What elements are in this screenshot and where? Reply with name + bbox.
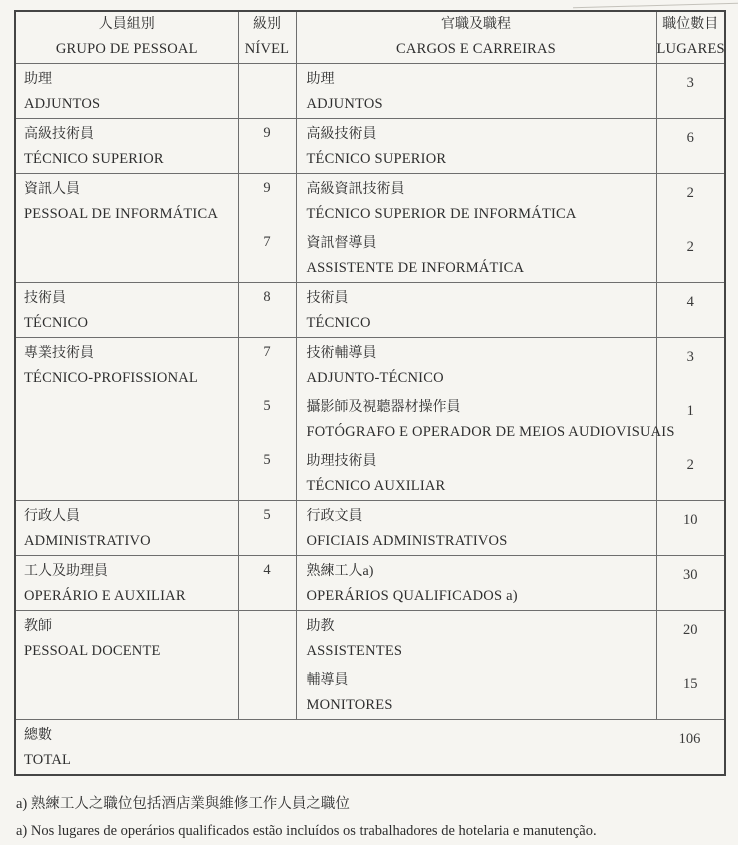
cargo-cell	[296, 610, 656, 665]
group-label-pt: TÉCNICO SUPERIOR	[24, 150, 164, 167]
cargo-label-zh: 熟練工人a)	[306, 563, 374, 579]
group-cell	[15, 118, 238, 173]
table-row	[15, 63, 725, 118]
group-label-pt: ADJUNTOS	[24, 95, 101, 112]
cargo-label-zh: 攝影師及視聽器材操作員	[306, 399, 461, 415]
header-group-zh: 人員組別	[98, 17, 155, 33]
cargo-label-zh: 技術員	[306, 290, 349, 306]
total-row	[15, 719, 725, 775]
level-cell: 4	[238, 555, 296, 610]
cargo-label-pt: TÉCNICO	[306, 314, 371, 331]
table-row	[15, 173, 725, 228]
cargo-label-zh: 高級技術員	[306, 126, 377, 142]
table-row	[15, 500, 725, 555]
footnote-zh: a) 熟練工人之職位包括酒店業與維修工作人員之職位	[16, 795, 350, 812]
footnotes	[14, 791, 724, 845]
level-cell: 5	[238, 500, 296, 555]
group-label-zh: 教師	[24, 618, 52, 634]
scan-edge-artifact	[573, 3, 738, 9]
cargo-label-pt: FOTÓGRAFO E OPERADOR DE MEIOS AUDIOVISUAIS	[306, 423, 675, 440]
header-level-zh: 級別	[253, 17, 281, 33]
header-group	[15, 11, 238, 63]
cargo-label-zh: 助理	[306, 71, 335, 87]
table-row	[15, 610, 725, 665]
group-label-zh: 技術員	[24, 290, 66, 306]
cargo-label-pt: TÉCNICO AUXILIAR	[306, 477, 446, 494]
count-cell: 4	[656, 282, 725, 337]
cargo-cell	[296, 500, 656, 555]
group-cell	[15, 610, 238, 719]
cargo-cell	[296, 392, 675, 446]
level-cell: 5	[238, 392, 296, 446]
header-cargo	[296, 11, 656, 63]
count-cell: 30	[656, 555, 725, 610]
group-label-pt: OPERÁRIO E AUXILIAR	[24, 587, 186, 604]
cargo-cell	[296, 282, 656, 337]
cargo-label-zh: 輔導員	[306, 672, 349, 688]
group-cell	[15, 555, 238, 610]
total-label-zh: 總數	[24, 727, 52, 743]
header-level	[238, 11, 296, 63]
cargo-label-zh: 資訊督導員	[306, 235, 377, 251]
table-row	[15, 282, 725, 337]
header-cargo-zh: 官職及職程	[441, 17, 511, 33]
table-row	[15, 118, 725, 173]
cargo-label-pt: ADJUNTOS	[306, 95, 383, 112]
count-cell: 1	[656, 392, 725, 446]
group-label-pt: TÉCNICO-PROFISSIONAL	[24, 369, 198, 386]
cargo-cell	[296, 337, 656, 392]
level-cell	[238, 610, 296, 665]
count-cell: 15	[656, 665, 725, 720]
group-label-zh: 工人及助理員	[24, 563, 108, 579]
header-level-pt: NÍVEL	[244, 41, 290, 58]
header-count	[656, 11, 725, 63]
cargo-label-pt: OFICIAIS ADMINISTRATIVOS	[306, 532, 508, 549]
group-label-zh: 高級技術員	[24, 126, 94, 142]
level-cell: 8	[238, 282, 296, 337]
header-count-pt: LUGARES	[656, 41, 725, 58]
cargo-cell	[296, 665, 656, 720]
cargo-label-zh: 高級資訊技術員	[306, 181, 405, 197]
cargo-label-pt: OPERÁRIOS QUALIFICADOS a)	[306, 587, 518, 604]
count-cell: 3	[656, 337, 725, 392]
total-label	[24, 724, 71, 772]
count-cell: 20	[656, 610, 725, 665]
cargo-label-pt: TÉCNICO SUPERIOR DE INFORMÁTICA	[306, 205, 577, 222]
table-row	[15, 337, 725, 392]
level-cell: 7	[238, 228, 296, 283]
cargo-label-zh: 行政文員	[306, 508, 363, 524]
header-group-pt: GRUPO DE PESSOAL	[55, 41, 198, 58]
cargo-label-zh: 助理技術員	[306, 453, 377, 469]
cargo-cell	[296, 173, 656, 228]
group-label-pt: PESSOAL DOCENTE	[24, 642, 161, 659]
cargo-cell	[296, 118, 656, 173]
cargo-cell	[296, 228, 656, 283]
group-label-zh: 資訊人員	[24, 181, 80, 197]
level-cell: 5	[238, 446, 296, 501]
level-cell	[238, 665, 296, 720]
group-cell	[15, 282, 238, 337]
cargo-label-pt: ADJUNTO-TÉCNICO	[306, 369, 444, 386]
group-label-pt: PESSOAL DE INFORMÁTICA	[24, 205, 218, 222]
count-cell: 2	[656, 446, 725, 501]
group-cell	[15, 337, 238, 500]
total-cell	[15, 719, 725, 775]
group-label-zh: 行政人員	[24, 508, 80, 524]
group-label-pt: ADMINISTRATIVO	[24, 532, 151, 549]
cargo-label-pt: MONITORES	[306, 696, 393, 713]
personnel-table	[14, 10, 726, 776]
cargo-label-pt: ASSISTENTES	[306, 642, 403, 659]
level-cell: 9	[238, 173, 296, 228]
cargo-label-pt: ASSISTENTE DE INFORMÁTICA	[306, 259, 525, 276]
level-cell	[238, 63, 296, 118]
count-cell: 2	[656, 173, 725, 228]
header-count-zh: 職位數目	[662, 17, 719, 33]
level-cell: 9	[238, 118, 296, 173]
header-cargo-pt: CARGOS E CARREIRAS	[396, 41, 556, 58]
total-label-pt: TOTAL	[24, 751, 72, 768]
cargo-cell	[296, 446, 656, 501]
count-cell: 2	[656, 228, 725, 283]
group-cell	[15, 63, 238, 118]
cargo-label-zh: 技術輔導員	[306, 345, 377, 361]
table-header-row	[15, 11, 725, 63]
count-cell: 10	[656, 500, 725, 555]
count-cell: 3	[656, 63, 725, 118]
group-label-pt: TÉCNICO	[24, 314, 89, 331]
group-cell	[15, 500, 238, 555]
cargo-cell	[296, 63, 656, 118]
group-label-zh: 助理	[24, 71, 52, 87]
level-cell: 7	[238, 337, 296, 392]
cargo-cell	[296, 555, 656, 610]
count-cell: 6	[656, 118, 725, 173]
total-count: 106	[678, 730, 701, 747]
cargo-label-zh: 助教	[306, 618, 335, 634]
cargo-label-pt: TÉCNICO SUPERIOR	[306, 150, 447, 167]
group-cell	[15, 173, 238, 282]
table-row	[15, 555, 725, 610]
group-label-zh: 專業技術員	[24, 345, 94, 361]
footnote-pt: a) Nos lugares de operários qualificados estão incluídos os trabalhadores de hotelaria e manutenção.	[16, 822, 597, 839]
